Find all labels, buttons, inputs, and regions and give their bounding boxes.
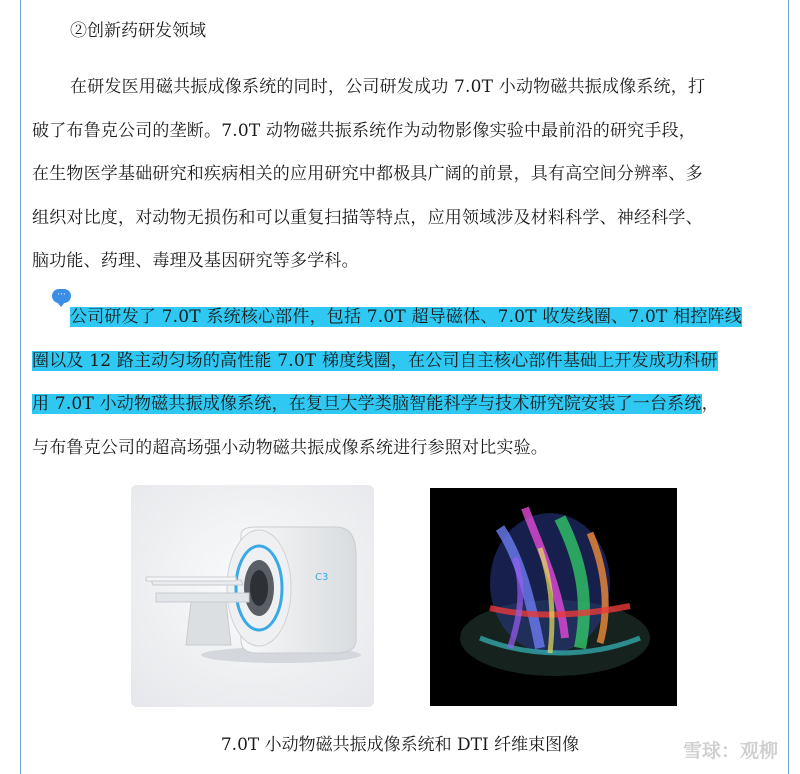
page-border-right: [788, 0, 789, 774]
paragraph-2: [32, 296, 780, 470]
line-tail: ，: [701, 394, 719, 414]
highlighted-text[interactable]: 公司研发了 7.0T 系统核心部件，包括 7.0T 超导磁体、7.0T 收发线圈、7.0T 相控阵线: [70, 307, 742, 327]
figure-caption: 7.0T 小动物磁共振成像系统和 DTI 纤维束图像: [220, 735, 580, 755]
svg-text:C3: C3: [315, 572, 329, 583]
paragraph-1-line: 脑功能、药理、毒理及基因研究等多学科。: [32, 251, 359, 271]
paragraph-1: [32, 66, 780, 284]
paragraph-1-line: 在生物医学基础研究和疾病相关的应用研究中都极具广阔的前景，具有高空间分辨率、多: [32, 164, 703, 184]
paragraph-2-line: [32, 296, 780, 340]
paragraph-1-line: 在研发医用磁共振成像系统的同时，公司研发成功 7.0T 小动物磁共振成像系统，打: [70, 77, 706, 97]
paragraph-1-line: 破了布鲁克公司的垄断。7.0T 动物磁共振系统作为动物影像实验中最前沿的研究手段，: [32, 120, 696, 141]
watermark: 雪球：观柳: [682, 740, 778, 762]
dti-fiber-tract-image: [430, 488, 677, 706]
paragraph-1-line: 组织对比度，对动物无损伤和可以重复扫描等特点，应用领域涉及材料科学、神经科学、: [32, 207, 703, 228]
paragraph-2-line: 与布鲁克公司的超高场强小动物磁共振成像系统进行参照对比实验。: [32, 437, 548, 458]
paragraph-2-line: [32, 340, 780, 384]
highlighted-text[interactable]: 圈以及 12 路主动匀场的高性能 7.0T 梯度线圈，在公司自主核心部件基础上开发成功科研: [32, 350, 718, 371]
highlighted-text[interactable]: 用 7.0T 小动物磁共振成像系统，在复旦大学类脑智能科学与技术研究院安装了一台系统: [32, 394, 702, 414]
dti-fiber-illustration: [430, 488, 677, 706]
mri-system-photo: [131, 485, 374, 707]
mri-scanner-illustration: [131, 485, 374, 707]
section-heading: ②创新药研发领域: [70, 21, 206, 41]
paragraph-2-line: [32, 383, 780, 427]
comment-icon[interactable]: ···: [52, 289, 71, 303]
page-border-left: [20, 0, 21, 774]
